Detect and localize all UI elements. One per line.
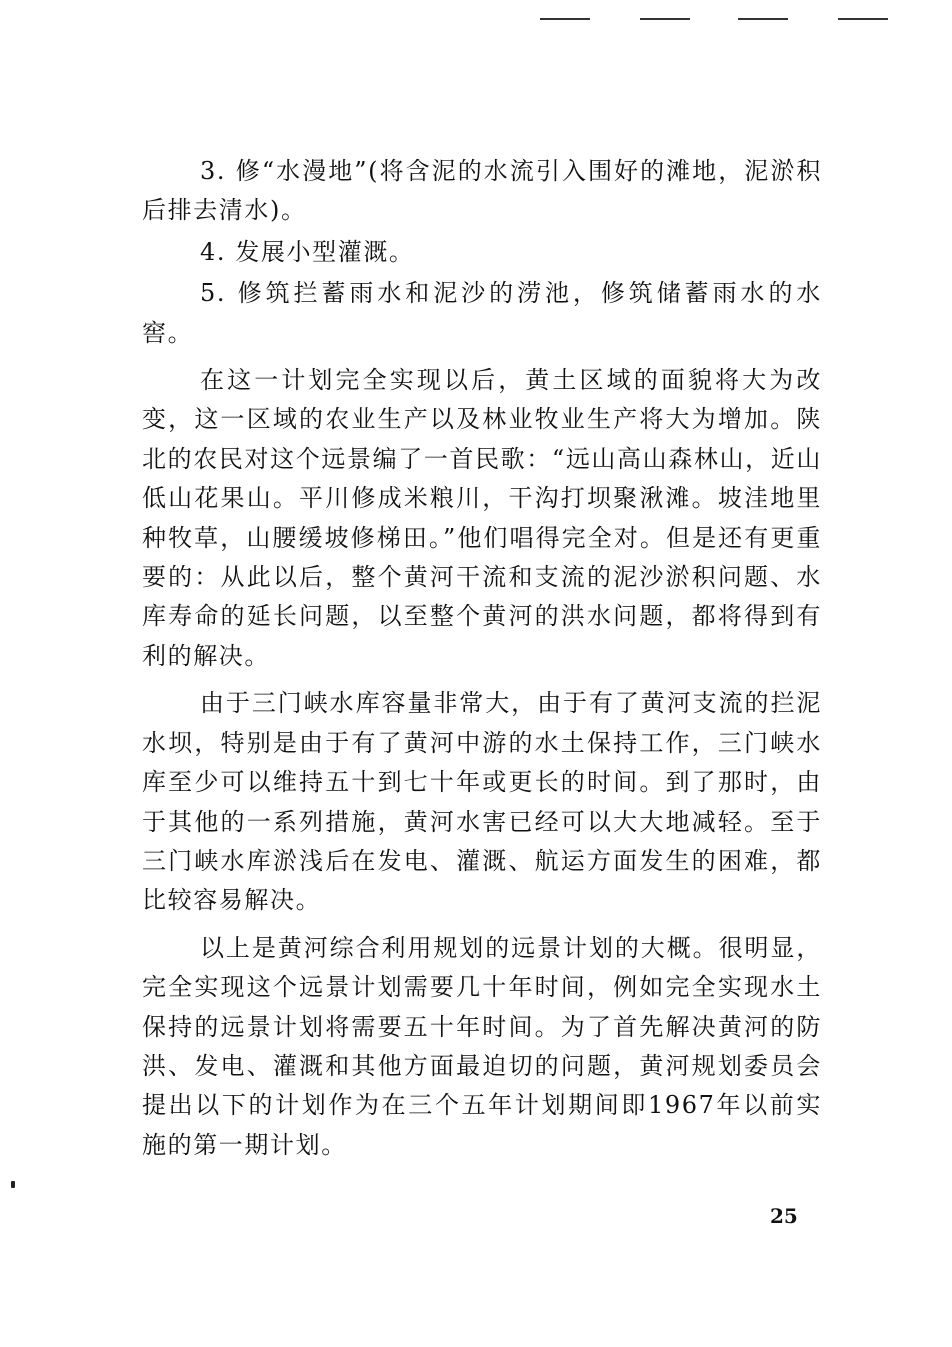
list-item-water-flood-land: 3. 修“水漫地”(将含泥的水流引入围好的滩地，泥淤积后排去清水)。 — [142, 157, 822, 225]
header-rule — [738, 18, 788, 20]
paragraph-sanmenxia-reservoir: 由于三门峡水库容量非常大，由于有了黄河支流的拦泥水坝，特别是由于有了黄河中游的水土保持工作，三门峡水库至少可以维持五十到七十年或更长的时间。到了那时，由于其他的一系列措施，黄河水害已经可以大大地减轻。至于三门峡水库淤浅后在发电、灌溉、航运方面发生的困难，都比较容易解决。 — [142, 689, 822, 915]
body-text — [142, 152, 822, 1173]
header-rule — [838, 18, 888, 20]
list-item-ponds-cisterns: 5. 修筑拦蓄雨水和泥沙的涝池，修筑储蓄雨水的水窖。 — [142, 279, 822, 347]
list-item-small-irrigation: 4. 发展小型灌溉。 — [200, 237, 415, 266]
scan-mark — [11, 1181, 15, 1188]
paragraph-long-term-plan: 以上是黄河综合利用规划的远景计划的大概。很明显，完全实现这个远景计划需要几十年时间，例如完全实现水土保持的远景计划将需要五十年时间。为了首先解决黄河的防洪、发电、灌溉和其他方面最迫切的问题，黄河规划委员会提出以下的计划作为在三个五年计划期间即1967年以前实施的第一期计划。 — [142, 933, 822, 1159]
header-rule — [540, 18, 590, 20]
header-rule — [640, 18, 690, 20]
paragraph-plan-outcome: 在这一计划完全实现以后，黄土区域的面貌将大为改变，这一区域的农业生产以及林业牧业生产将大为增加。陕北的农民对这个远景编了一首民歌：“远山高山森林山，近山低山花果山。平川修成米粮川，干沟打坝聚湫滩。坡洼地里种牧草，山腰缓坡修梯田。”他们唱得完全对。但是还有更重要的：从此以后，整个黄河干流和支流的泥沙淤积问题、水库寿命的延长问题，以至整个黄河的洪水问题，都将得到有利的解决。 — [142, 366, 822, 670]
page-number: 25 — [770, 1204, 798, 1228]
